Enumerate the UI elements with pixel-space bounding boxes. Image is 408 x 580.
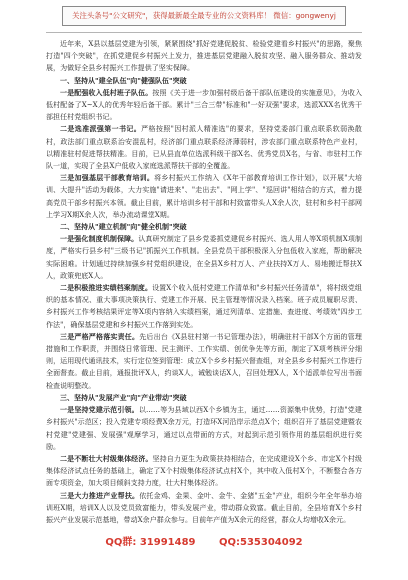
paragraph-lead: 二是不断壮大村级集体经济。: [60, 454, 153, 463]
qq-label: QQ:535304092: [219, 537, 303, 548]
paragraph-text: 近年来，X县以基层党建为引领，紧紧围绕"抓好党建促脱贫、检验党建看乡村振兴"的思路，聚焦打造"四个突破"，在抓党建促乡村振兴上发力，推进基层党建融入脱贫攻坚、融入服务群众、推动发展，为做好全县乡村振兴工作提供了坚实保障。: [46, 40, 362, 73]
body-paragraph: [46, 87, 362, 124]
paragraph-text: 严格按照"因村派人精准选"的要求，坚持党委部门重点联系软弱涣散村，政法部门重点联系治安混乱村，经济部门重点联系经济薄弱村，涉农部门重点联系特色产业村，以精准驻村促进帮扶精准。目前，已从县直单位选派科级干部X名、优秀党员X名，与省、市驻村工作队一道，实现了全县X户低收入家庭选派帮扶干部的全覆盖。: [46, 125, 362, 171]
paragraph-text: 按照《关于进一步加强村级后备干部队伍建设的实施意见》，为收入低村配备了X~X人的优秀年轻后备干部。累计"三合三带"标准和"一好双强"要求，选派XXX名优秀干部担任村党组织书记。: [46, 88, 362, 122]
body-paragraph: [46, 123, 362, 172]
body-paragraph: [46, 490, 362, 526]
header-divider: [46, 32, 362, 33]
document-body: [46, 38, 362, 526]
page-footer: [0, 533, 408, 548]
section-heading: [46, 392, 362, 404]
paragraph-text: 二、坚持从"建立机制"向"健全机制"突破: [60, 223, 187, 232]
paragraph-text: 一、坚持从"建全队伍"向"健强队伍"突破: [60, 76, 187, 85]
body-paragraph: [46, 453, 362, 490]
paragraph-lead: 三是大力推进产业帮扶。: [60, 491, 140, 500]
body-paragraph: [46, 38, 362, 75]
paragraph-text: 先后出台《X县驻村第一书记管理办法》，明确驻村干部X个方面的管理措施和工作职责，并围绕日常管理、民主测评、工作实绩、创优争先等方面，制定了X项考核评分细则，运用现代通讯技术，实行定位签到管理：成立X个乡乡村振兴督查组，对全县乡乡村振兴工作进行全面督查。截止目前，通报批评X人，约谈X人，诫勉谈话X人，召回处理X人，X个适派单位写出书面检查说明整改。: [46, 332, 362, 390]
section-heading: [46, 75, 362, 87]
paragraph-text: 三、坚持从"发展产业"向"产业带动"突破: [60, 393, 187, 402]
paragraph-text: 依托金鸡、金果、金叶、金牛、金猪"五金"产业，组织今年全年举办培训班X期，培训X人以及党员致富能力，带头发展产业，带动群众致富。截止目前，全县培育X个乡村振兴产业发展示范基地，带动X余户群众参与。目前年产值为X余元的经营，群众人均增收X余元。: [46, 491, 362, 524]
body-paragraph: [46, 404, 362, 453]
paragraph-lead: 三是加强基层干部教育培训。: [60, 174, 155, 183]
qq-group-label: QQ群: 31991489: [105, 537, 196, 548]
section-heading: [46, 221, 362, 233]
paragraph-text: 认真研究制定了县乡党委抓党建促乡村振兴、选人用人等X项机制X项制度，严格实行县乡村"三级书记"抓振兴工作机制。全县党员干部积极深入分包低收入家庭，帮助解决实际困难。计划通过持续加强乡村党组织建设，在全县X乡村万人、产业扶持X万人、易地搬迁帮扶X人，政策兜底X人。: [46, 235, 362, 280]
paragraph-lead: 二是积极推进实绩档案制度。: [60, 284, 153, 293]
paragraph-text: 以……等为县域以西X个乡镇为主，通过……资源集中优势，打造"党建乡村振兴"示范区；投入党建专项经费X余万元，打造环X河沿岸示范点X个；组织召开了基层党建暨农村党建"党建强、发展强"观摩学习，通过以点带面的方式，对起到示范引领作用的基层组织进行奖励。: [46, 406, 362, 451]
body-paragraph: [46, 172, 362, 221]
paragraph-text: 坚持自力更生为政策扶持相结合，在完成建设X个乡、市定X个村级集体经济试点任务的基础上，确定了X个村级集体经济试点村X个，其中收入低村X个，不断整合各方面专项资金，加大项目倾斜支持力度，壮大村集体经济。: [46, 454, 362, 488]
body-paragraph: [46, 282, 362, 331]
paragraph-lead: 一是强化制度机制保障。: [60, 235, 139, 244]
paragraph-text: 设置X个收入低村党建工作清单和"乡村振兴任务清单"，将村级党组织的基本情况、重大事项决策执行、党建工作开展、民主管理等情况录入档案。班子成员履职尽责、乡村振兴工作考核结果评定等X项内容纳入实绩档案，通过列清单、定措施、查进度、考绩效"四步工作法"，确保基层党建和乡村振兴工作落到实处。: [46, 284, 362, 329]
promo-banner: 关注头条号"公文研究"，获得最新最全最专业的公文资料库！ 微信：gongwenyj: [62, 6, 346, 26]
paragraph-lead: 三是严格严格落实责任。: [60, 332, 140, 341]
body-paragraph: [46, 331, 362, 392]
paragraph-text: 将乡村振兴工作纳入《X年干部教育培训工作计划》，以开展"大培训、大提升"活动为载体，大力实施"请进来"、"走出去"、"网上学"、"巡回讲"相结合的方式，着力提高党员干部乡村振兴本领。截止目前，累计培训乡村干部和村致富带头人X余人次，驻村和乡村干部网上学习X期X余人次，举办流动课堂X期。: [46, 174, 362, 219]
body-paragraph: [46, 233, 362, 282]
paragraph-lead: 一是配强收入低村班子队伍。: [60, 88, 153, 97]
paragraph-lead: 一是坚持党建示范引领。: [60, 406, 139, 415]
paragraph-lead: 二是选准派强第一书记。: [60, 125, 142, 134]
